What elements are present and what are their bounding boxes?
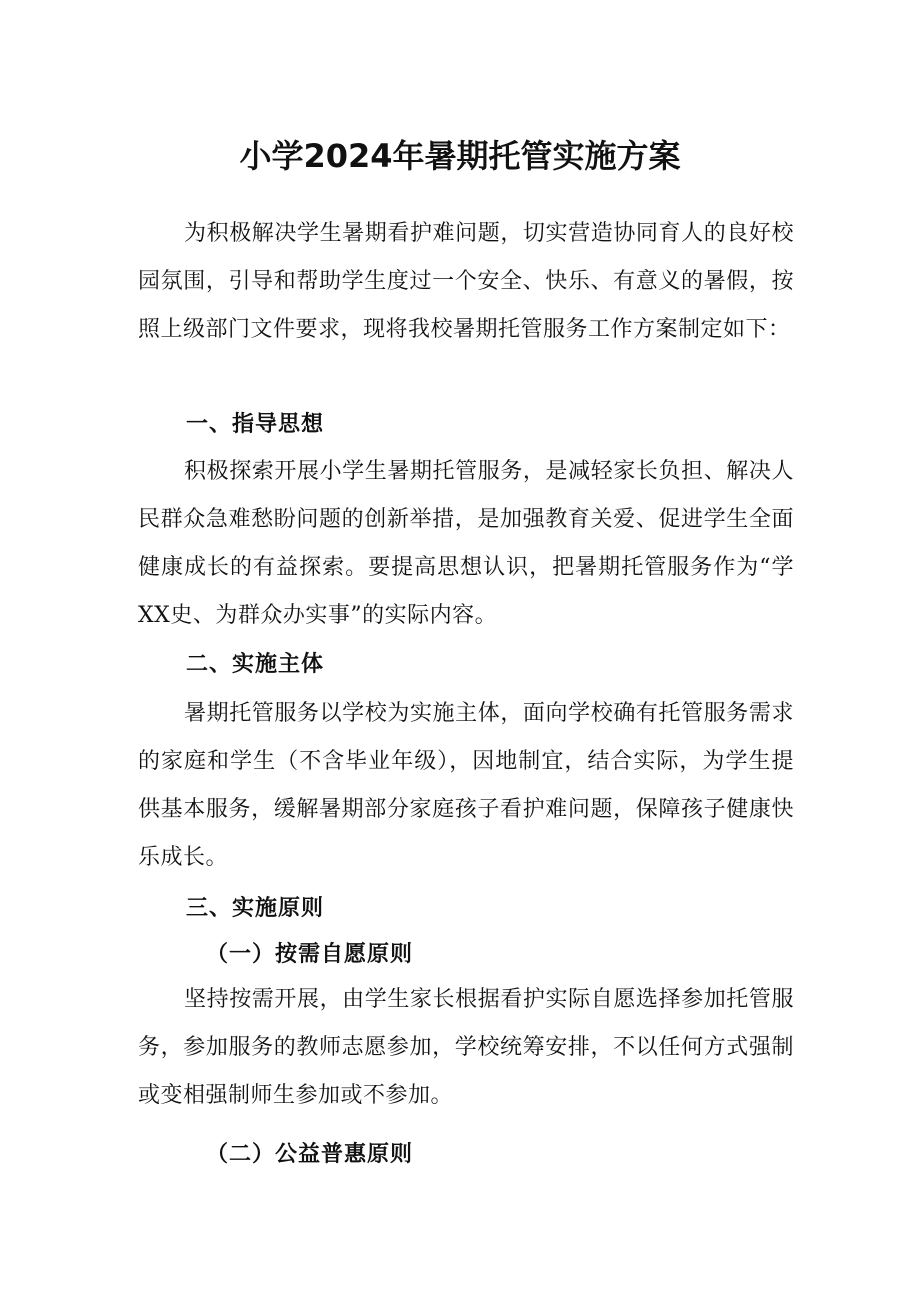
section-heading-implementing-body: 二、实施主体 <box>186 651 325 677</box>
document-title: 小学2024年暑期托管实施方案 <box>239 137 681 176</box>
section-body-implementing-body: 暑期托管服务以学校为实施主体，面向学校确有托管服务需求的家庭和学生（不含毕业年级），因地制宜，结合实际，为学生提供基本服务，缓解暑期部分家庭孩子看护难问题，保障孩子健康快乐成长。 <box>138 701 794 870</box>
subsection-heading-voluntary-principle: （一）按需自愿原则 <box>206 941 414 967</box>
intro-paragraph: 为积极解决学生暑期看护难问题，切实营造协同育人的良好校园氛围，引导和帮助学生度过一个安全、快乐、有意义的暑假，按照上级部门文件要求，现将我校暑期托管服务工作方案制定如下： <box>138 221 794 342</box>
subsection-body-voluntary-principle: 坚持按需开展，由学生家长根据看护实际自愿选择参加托管服务，参加服务的教师志愿参加，学校统筹安排，不以任何方式强制或变相强制师生参加或不参加。 <box>138 987 794 1108</box>
section-heading-implementation-principles: 三、实施原则 <box>186 895 325 921</box>
subsection-heading-public-welfare-principle: （二）公益普惠原则 <box>206 1141 414 1167</box>
section-body-guiding-ideology: 积极探索开展小学生暑期托管服务，是减轻家长负担、解决人民群众急难愁盼问题的创新举措，是加强教育关爱、促进学生全面健康成长的有益探索。要提高思想认识，把暑期托管服务作为“学XX史、为群众办实事”的实际内容。 <box>138 459 794 628</box>
section-heading-guiding-ideology: 一、指导思想 <box>186 411 325 437</box>
